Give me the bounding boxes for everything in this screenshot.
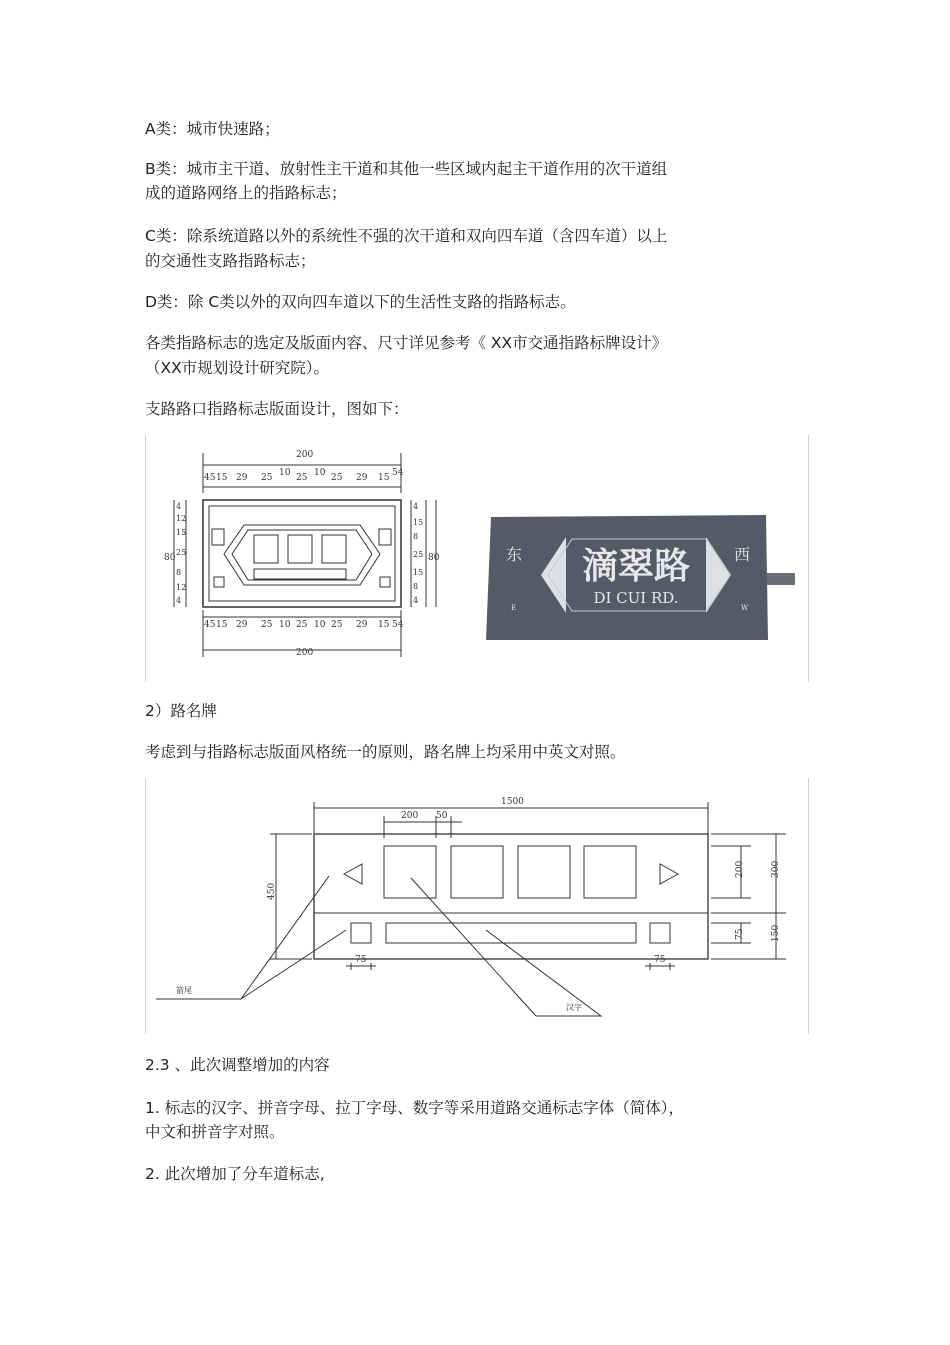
dim-total-width-top: 200: [296, 450, 314, 460]
paragraph-class-b-line1: B类：城市主干道、放射性主干道和其他一些区域内起主干道作用的次干道组: [145, 160, 668, 178]
section-road-name-sign-heading: 2）路名牌: [145, 702, 217, 720]
plate-left-arrow: [344, 864, 362, 884]
figure1-caption: 支路路口指路标志版面设计，图如下：: [145, 400, 409, 418]
paragraph-class-c-line2: 的交通性支路指路标志；: [145, 252, 316, 270]
dim-right-1: 15: [413, 518, 424, 527]
dim-bottom-10: 54: [392, 620, 404, 630]
plate-char-box-3: [518, 846, 570, 898]
dim-height-left: 80: [164, 553, 176, 563]
dim-bottom-0: 45: [204, 620, 216, 630]
dim-right-0: 4: [413, 502, 419, 511]
dim-left-0: 4: [176, 502, 182, 511]
branch-sign-drawings: [146, 435, 808, 682]
dim-top-8: 29: [356, 473, 368, 483]
figure-road-name-plate: [145, 778, 809, 1034]
dim-right-6: 4: [413, 596, 419, 605]
branch-sign-dimension-labels: [164, 450, 440, 658]
item-1-line1: 1. 标志的汉字、拼音字母、拉丁字母、数字等采用道路交通标志字体（简体），: [145, 1099, 684, 1117]
dim-total-width-bottom: 200: [296, 648, 314, 658]
plate-gap-width: 50: [436, 811, 448, 821]
plate-lower-inner: 75: [735, 928, 745, 940]
plate-upper: 300: [771, 860, 781, 878]
plate-height-total: 450: [267, 882, 277, 900]
dim-bottom-9: 15: [378, 620, 390, 630]
dim-top-6: 10: [314, 468, 326, 478]
dim-top-7: 25: [331, 473, 343, 483]
sign-east-label: 东: [506, 545, 523, 564]
dim-left-6: 4: [176, 596, 182, 605]
paragraph-class-a: A类：城市快速路；: [145, 120, 280, 138]
paragraph-reference-line2: （XX市规划设计研究院）。: [145, 359, 329, 377]
sign-west-label: 西: [734, 545, 751, 564]
dim-right-2: 8: [413, 532, 419, 541]
plate-total-width: 1500: [501, 797, 524, 807]
paragraph-class-d: D类：除 C类以外的双向四车道以下的生活性支路的指路标志。: [145, 293, 576, 311]
plate-label-arrow-tail: 箭尾: [176, 986, 192, 995]
dim-height-right: 80: [428, 553, 440, 563]
dim-left-2: 15: [176, 528, 187, 537]
plate-label-chinese: 汉字: [566, 1003, 582, 1012]
figure-branch-sign: [145, 435, 809, 682]
section-2-3-heading: 2.3 、此次调整增加的内容: [145, 1056, 330, 1074]
sign-road-name-en: DI CUI RD.: [593, 589, 679, 607]
plate-side-box-left: 75: [355, 955, 367, 965]
branch-sign-side-dimensions: [176, 502, 423, 605]
dim-top-2: 29: [236, 473, 248, 483]
dim-right-4: 15: [413, 568, 424, 577]
plate-box-width: 200: [401, 811, 419, 821]
sign-east-small: E: [511, 604, 517, 612]
dim-left-4: 8: [176, 568, 182, 577]
plate-side-box-right: 75: [654, 955, 666, 965]
paragraph-class-b-line2: 成的道路网络上的指路标志；: [145, 184, 347, 202]
dim-left-3: 25: [176, 548, 187, 557]
road-name-plate-drawing: [146, 778, 808, 1034]
plate-char-box-4: [584, 846, 636, 898]
dim-bottom-3: 25: [261, 620, 273, 630]
plate-char-box-1: [384, 846, 436, 898]
dim-top-1: 15: [216, 473, 228, 483]
plate-char-box-2: [451, 846, 503, 898]
plate-upper-inner: 200: [735, 860, 745, 878]
section-road-name-sign-text: 考虑到与指路标志版面风格统一的原则，路名牌上均采用中英文对照。: [145, 743, 626, 761]
sign-road-name-cn: 滴翠路: [581, 545, 691, 587]
dim-bottom-7: 25: [331, 620, 343, 630]
dim-right-3: 25: [413, 550, 424, 559]
dim-top-0: 45: [204, 473, 216, 483]
dim-bottom-2: 29: [236, 620, 248, 630]
plate-right-arrow: [660, 864, 678, 884]
dim-bottom-5: 25: [296, 620, 308, 630]
dim-top-3: 25: [261, 473, 273, 483]
dim-top-10: 54: [392, 468, 404, 478]
dim-bottom-8: 29: [356, 620, 368, 630]
item-2: 2. 此次增加了分车道标志,: [145, 1165, 325, 1183]
dim-left-5: 12: [176, 583, 187, 592]
dim-top-4: 10: [279, 468, 291, 478]
dim-bottom-1: 15: [216, 620, 228, 630]
paragraph-class-c-line1: C类：除系统道路以外的系统性不强的次干道和双向四车道（含四车道）以上: [145, 227, 668, 245]
dim-bottom-4: 10: [279, 620, 291, 630]
plate-lower: 150: [771, 924, 781, 942]
dim-top-5: 25: [296, 473, 308, 483]
paragraph-reference-line1: 各类指路标志的选定及版面内容、尺寸详见参考《 XX市交通指路标牌设计》: [145, 334, 668, 352]
dim-right-5: 8: [413, 582, 419, 591]
branch-sign-photo: [486, 515, 795, 640]
dim-bottom-6: 10: [314, 620, 326, 630]
dim-top-9: 15: [378, 473, 390, 483]
sign-west-small: W: [741, 604, 749, 612]
dim-left-1: 12: [176, 514, 187, 523]
item-1-line2: 中文和拼音字对照。: [145, 1123, 285, 1141]
